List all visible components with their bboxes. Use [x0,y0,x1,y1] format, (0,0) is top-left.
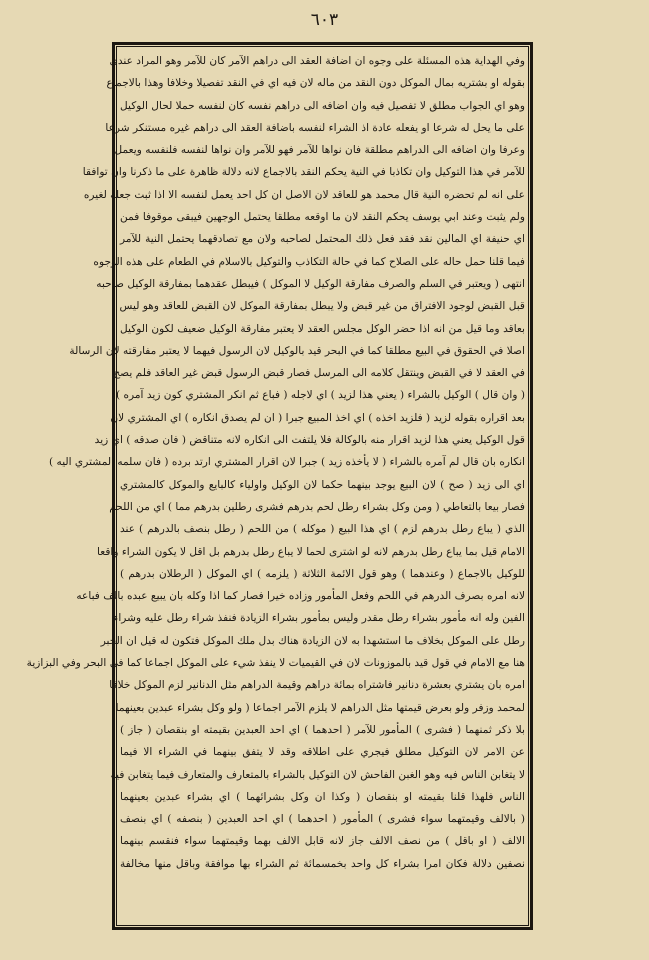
text-line: اصلا في الحقوق في البيع مطلقا كما في البحر قيد بالوكيل لان الرسول فيهما لا يعتبر مفارقته لان الرسالة [69,344,525,357]
text-line [120,897,525,919]
text-line: وعرفا وان اضافه الى الدراهم مطلقة فان نواها للآمر فهو للآمر وان نواها لنفسه فلنفسه ويعمل [114,144,525,157]
text-line: فيما قلنا حمل حاله على الصلاح كما في حالة التكاذب والتوكيل بالاسلام في الطعام على هذه الوجوه [93,255,525,268]
text-line [120,875,525,897]
text-line: لا يتغابن الناس فيه وهو الغبن الفاحش لان التوكيل بالشراء بالمتعارف والمتعارف فيما يتغابن فيه [110,768,525,781]
text-line: للوكيل بالاجماع ( وعندهما ) وهو قول الائمة الثلاثة ( يلزمه ) اي الموكل ( الرطلان بدرهم ) [120,567,525,580]
text-line: لمحمد وزفر ولو بعرض قيمتها مثل الدراهم لا يلزم الآمر اجماعا ( ولو وكل بشراء عبدين بعينهما [115,701,525,714]
text-line: نصفين دلالة فكان امرا بشراء كل واحد بخمسمائة ثم الشراء بها موافقة وباقل منها مخالفة [120,857,525,870]
text-line: على انه لم تحضره النية قال محمد هو للعاقد لان الاصل ان كل احد يعمل لنفسه الا اذا ثبت جعله لغيره [83,188,525,201]
text-line: الذي ( يباع رطل بدرهم لزم ) اي هذا البيع ( موكله ) من اللحم ( رطل بنصف بالدرهم ) عند [120,523,525,536]
text-line: قول الوكيل يعني هذا لزيد اقرار منه بالوكالة فلا يلتفت الى انكاره لانه متناقض ( فان صدقه ) اي زيد [94,434,525,447]
text-line: الامام قيل بما يباع رطل بدرهم لانه لو اشترى لحما لا يباع رطل بدرهم بل اقل لا يكون الشراء واقعا [97,545,525,558]
text-line: بعد اقراره بقوله لزيد ( فلزيد اخذه ) اي اخذ المبيع جبرا ( ان لم يصدق انكاره ) اي المشتري لان [110,411,525,424]
text-line: بلا ذكر ثمنهما ( فشرى ) المأمور للآمر ( احدهما ) اي احد العبدين بقيمته او بنقصان ( جاز ) [120,723,525,736]
text-line: في العقد لا في القبض وينتقل كلامه الى المرسل فصار قبض الرسول قبض غير العاقد فلم يصح [113,367,525,380]
text-line: وهو اي الجواب مطلق لا تفصيل فيه وان اضافه الى دراهم نفسه كان لنفسه حملا لحال الوكيل [120,99,525,112]
text-line: بعاقد وما قيل من انه اذا حضر الوكل مجلس العقد لا يعتبر مفارقة الوكيل ضعيف لكون الوكيل [120,322,525,335]
text-line: ولم يثبت وعند ابي يوسف يحكم النقد لان ما اوقعه مطلقا يحتمل الوجهين فيبقى موقوفا فمن [120,211,525,224]
text-line: عن الامر لان التوكيل مطلق فيجري على اطلاقه وقد لا يتفق بينهما في الشراء الا فيما [120,746,525,759]
text-line: الناس فلهذا قلنا بقيمته او بنقصان ( وكذا ان وكل بشرائهما ) اي بشراء عبدين بعينهما [120,790,525,803]
text-line: الالف ( او باقل ) من نصف الالف جاز لانه قابل الالف بهما وقيمتهما سواء فنقسم بينهما [120,835,525,848]
text-line: قبل القبض لوجود الافتراق من غير قبض ولا يبطل بمفارقة الموكل لان القبض للعاقد وهو ليس [119,300,525,313]
text-line: ( بالالف وقيمتهما سواء فشرى ) المأمور ( احدهما ) اي احد العبدين ( بنصفه ) اي بنصف [120,813,525,826]
text-line: فصار بيعا بالتعاطي ( ومن وكل بشراء رطل لحم بدرهم فشرى رطلين بدرهم مما ) اي من اللحم [109,500,525,513]
text-line: وفي الهداية هذه المسئلة على وجوه ان اضافة العقد الى دراهم الآمر كان للآمر وهو المراد عندي [109,55,525,67]
page-number: ٦٠٣ [310,10,339,30]
text-line: هنا مع الامام في قول قيد بالموزونات لان في القيميات لا ينفذ شيء على الموكل اجماعا كما في البحر وفي البزازية [26,657,525,670]
text-line: اي الى زيد ( صح ) لان البيع يوجد بينهما حكما لان الوكيل واولياء كالبايع والموكل كالمشتري [120,478,525,491]
text-line: للآمر في هذا التوكيل وان تكاذبا في النية يحكم النقد بالاجماع لانه دلالة ظاهرة على ما ذكرنا وان توافقا [82,166,525,179]
text-line: اي حنيفة اي المالين نقد فقد فعل ذلك المحتمل لصاحبه ولان مع تصادقهما يحتمل النية للآمر [120,233,525,246]
text-line: لانه امره بصرف الدرهم في اللحم وفعل المأمور وزاده خيرا فصار كما اذا وكله بان يبيع عبده بالف فباعه [76,590,525,603]
text-line: بقوله او بشتريه بمال الموكل دون النقد من ماله لان فيه اي في النقد تفصيلا وخلافا وهذا بالاجماع [106,77,525,90]
text-line: انتهى ( ويعتبر في السلم والصرف مفارقة الوكيل لا الموكل ) فيبطل عقدهما بمفارقة الوكيل صاحبه [96,277,525,290]
text-line: الفين وله انه مأمور بشراء رطل مقدر وليس بمأمور بشراء الزيادة فنفذ شراء رطل عليه وشراء [113,612,525,625]
text-line: انكاره بان قال لم آمره بالشراء ( لا يأخذه زيد ) جبرا لان اقرار المشتري ارتد برده ( فان سلمه المشتري اليه ) [49,456,525,469]
text-line: امره بان يشتري بعشرة دنانير فاشتراه بمائة دراهم وقيمة الدراهم مثل الدنانير لزم الموكل خلافا [109,679,525,692]
text-body [26,50,525,922]
text-line: ( وان قال ) الوكيل بالشراء ( يعني هذا لزيد ) اي لاجله ( فباع ثم انكر المشتري كون زيد آمره ) [115,389,525,402]
text-line: رطل على الموكل بخلاف ما استشهدا به لان الزيادة هناك بدل ملك الموكل فتكون له قيل ان الخبر [100,634,525,647]
text-line: على ما يحل له شرعا او يفعله عادة اذ الشراء لنفسه باضافة العقد الى دراهم غيره مستنكر شرعا [105,121,525,134]
